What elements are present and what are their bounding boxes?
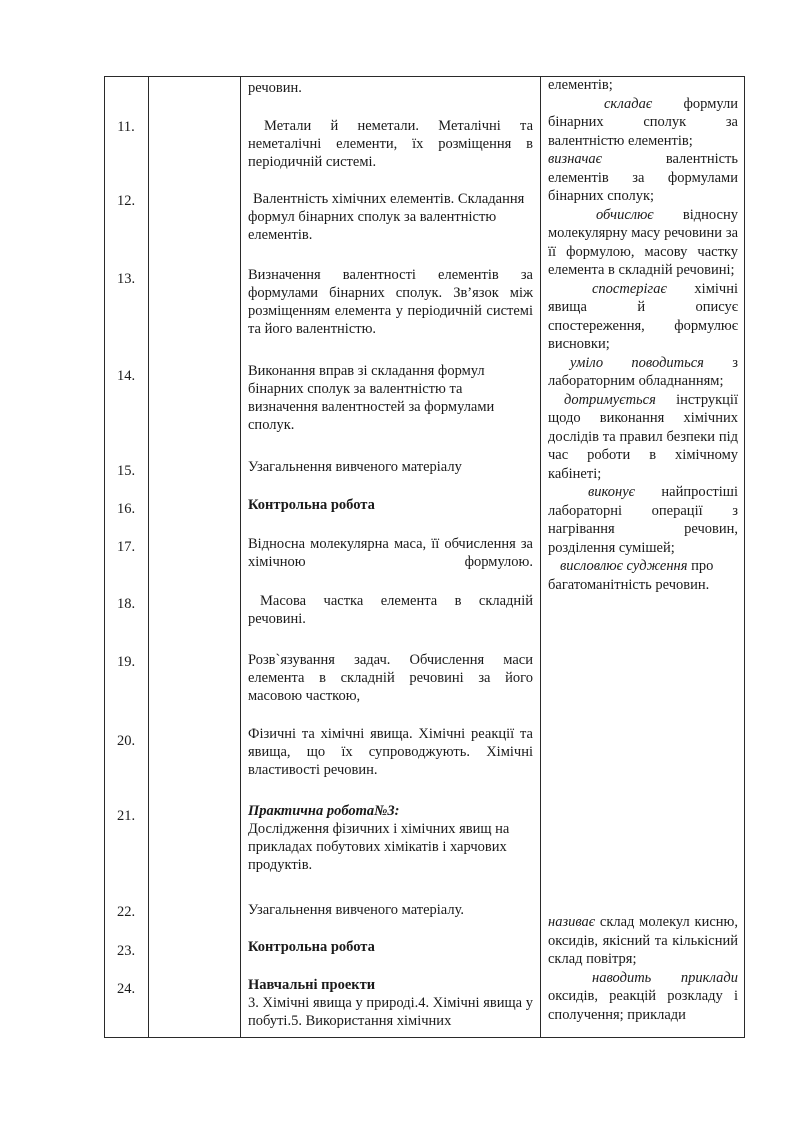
- column-divider: [240, 76, 241, 1038]
- lesson-number: 11.: [117, 119, 135, 135]
- lesson-topic: Розв`язування задач. Обчислення маси елемента в складній речовині за його масовою часткою,: [248, 652, 533, 704]
- lesson-topic: Метали й неметали. Металічні та неметалічні елементи, їх розміщення в періодичній системі.: [248, 118, 533, 170]
- requirement-item: спостерігає хімічні явища й описує спостереження, формулює висновки;: [548, 280, 738, 352]
- requirement-item: називає склад молекул кисню, оксидів, якісний та кількісний склад повітря;: [548, 914, 738, 967]
- requirement-item: визначає валентність елементів за формулами бінарних сполук;: [548, 151, 738, 204]
- lesson-number: 24.: [116, 981, 136, 997]
- lesson-topic: речовин.: [248, 80, 302, 96]
- requirement-item: уміло поводиться з лабораторним обладнанням;: [548, 354, 738, 389]
- student-requirements: [548, 76, 738, 594]
- column-divider: [540, 76, 541, 1038]
- requirement-item: обчислює відносну молекулярну масу речовини за її формулою, масову частку елемента в складній речовині;: [548, 206, 738, 278]
- requirement-item: елементів;: [548, 77, 613, 93]
- lesson-number: 19.: [116, 654, 136, 670]
- requirement-item: виконує найпростіші лабораторні операції з нагрівання речовин, розділення сумішей;: [548, 484, 738, 556]
- lesson-number: 23.: [116, 943, 136, 959]
- lesson-topic: Виконання вправ зі складання формул бінарних сполук за валентністю та визначення валентностей за формулами сполук.: [248, 363, 495, 433]
- requirement-item: висловлює судження про багатоманітність речовин.: [548, 558, 714, 593]
- lesson-topic: Узагальнення вивченого матеріалу.: [248, 902, 465, 918]
- projects-title: Навчальні проекти: [248, 977, 376, 993]
- lesson-number: 22.: [116, 904, 136, 920]
- lesson-topic: Визначення валентності елементів за формулами бінарних сполук. Зв’язок між розміщенням елемента у періодичній системі та його валентністю.: [248, 267, 533, 337]
- practical-work-text: Дослідження фізичних і хімічних явищ на прикладах побутових хімікатів і харчових продуктів.: [248, 821, 510, 873]
- lesson-topic: Контрольна робота: [248, 939, 375, 955]
- lesson-topic: [248, 802, 533, 874]
- lesson-number: 16.: [116, 501, 136, 517]
- lesson-topic: [248, 976, 533, 1030]
- requirement-item: складає формули бінарних сполук за валентністю елементів;: [548, 95, 738, 149]
- lesson-topic-text: Відносна молекулярна маса, її обчислення за хімічною формулою.: [248, 536, 533, 570]
- requirement-item: наводить приклади оксидів, реакцій розкладу і сполучення; приклади: [548, 969, 738, 1023]
- lesson-number: 17.: [116, 539, 136, 555]
- requirement-item: дотримується інструкції щодо виконання хімічних дослідів та правил безпеки під час роботи в хімічному кабінеті;: [548, 391, 738, 482]
- lesson-topic: Валентність хімічних елементів. Складання формул бінарних сполук за валентністю елементів.: [248, 191, 525, 243]
- lesson-number: 12.: [116, 193, 136, 209]
- student-requirements-next: [548, 913, 738, 1024]
- lesson-topic: [248, 535, 533, 571]
- lesson-number: 21.: [116, 808, 136, 824]
- column-divider: [148, 76, 149, 1038]
- lesson-number: 20.: [116, 733, 136, 749]
- lesson-topic: Масова частка елемента в складній речовині.: [248, 593, 533, 627]
- lesson-topic: Контрольна робота: [248, 497, 375, 513]
- lesson-number: 13.: [116, 271, 136, 287]
- projects-text: 3. Хімічні явища у природі.4. Хімічні явища у побуті.5. Використання хімічних: [248, 995, 533, 1029]
- lesson-number: 18.: [116, 596, 136, 612]
- practical-work-title: Практична робота№3:: [248, 803, 400, 819]
- lesson-topic: Узагальнення вивченого матеріалу: [248, 459, 462, 475]
- lesson-number: 14.: [116, 368, 136, 384]
- lesson-number: 15.: [116, 463, 136, 479]
- lesson-topic: Фізичні та хімічні явища. Хімічні реакції та явища, що їх супроводжують. Хімічні властивості речовин.: [248, 726, 533, 778]
